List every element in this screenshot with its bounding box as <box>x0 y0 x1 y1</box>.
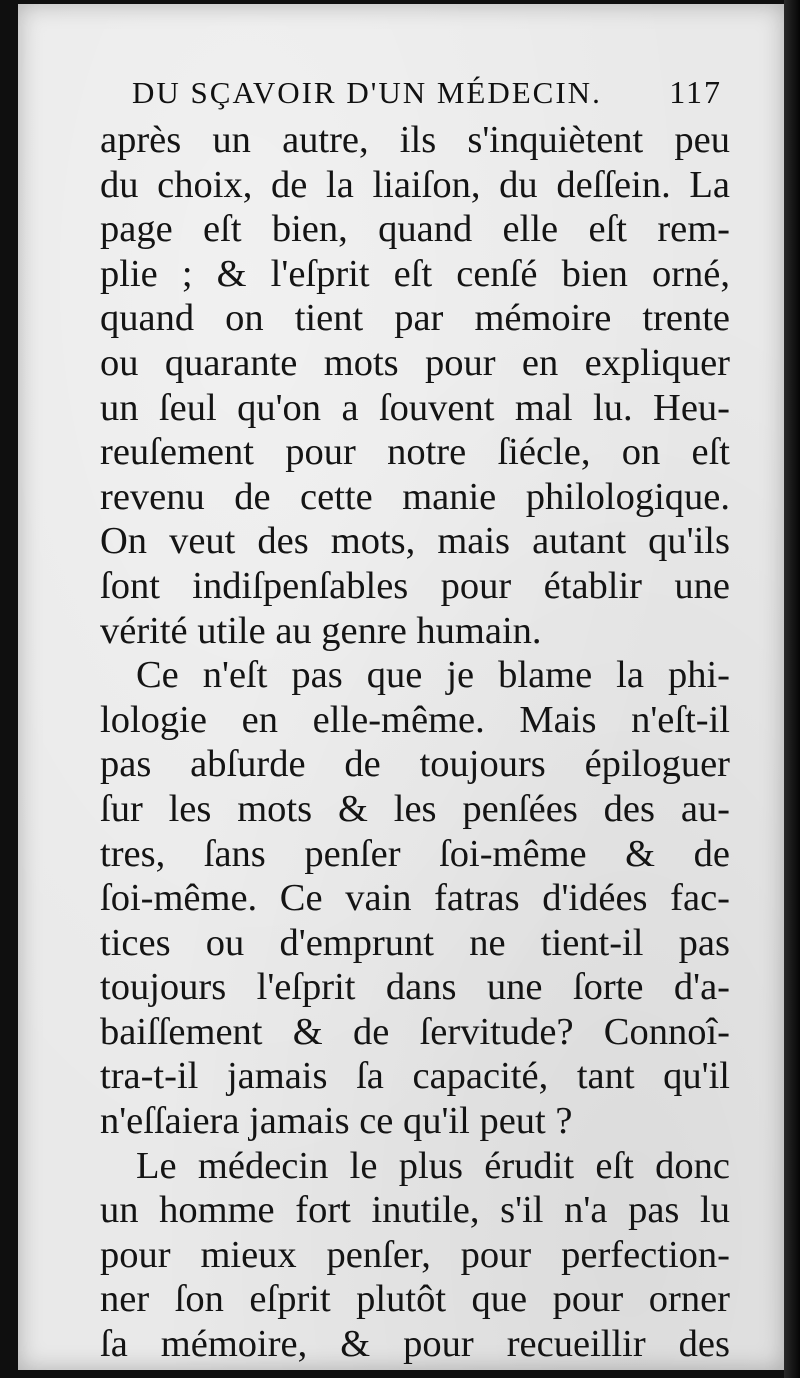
running-head: DU SÇAVOIR D'UN MÉDECIN. <box>132 75 602 110</box>
page-edge-shadow <box>784 0 800 1378</box>
paragraph <box>100 1144 730 1367</box>
text-line: plie ; & l'eſprit eſt cenſé bien orné, <box>100 252 730 295</box>
text-line: vérité utile au genre humain. <box>100 609 542 652</box>
text-line: On veut des mots, mais autant qu'ils <box>100 520 730 563</box>
text-line: ner ſon eſprit plutôt que pour orner <box>100 1278 730 1321</box>
text-line: tres, ſans penſer ſoi-même & de <box>100 832 730 875</box>
text-line: Le médecin le plus érudit eſt donc <box>136 1144 730 1187</box>
text-line: quand on tient par mémoire trente <box>100 297 730 340</box>
text-line: revenu de cette manie philologique. <box>100 475 730 518</box>
text-line: reuſement pour notre ſiécle, on eſt <box>100 431 730 474</box>
text-line: ou quarante mots pour en expliquer <box>100 341 730 384</box>
text-line: après un autre, ils s'inquiètent peu <box>100 119 730 161</box>
text-line: ſa mémoire, & pour recueillir des <box>100 1323 730 1366</box>
text-line: baiſſement & de ſervitude? Connoî- <box>100 1010 730 1053</box>
text-line: n'eſſaiera jamais ce qu'il peut ? <box>100 1100 573 1143</box>
text-line: toujours l'eſprit dans une ſorte d'a- <box>100 966 730 1009</box>
text-line: un homme fort inutile, s'il n'a pas lu <box>100 1189 730 1232</box>
text-line: du choix, de la liaiſon, du deſſein. La <box>100 163 730 206</box>
text-line: ſoi-même. Ce vain fatras d'idées fac- <box>100 877 730 920</box>
text-line: ſont indiſpenſables pour établir une <box>100 564 730 607</box>
body-text <box>100 118 730 1367</box>
page-number: 117 <box>669 74 722 110</box>
text-line: tra-t-il jamais ſa capacité, tant qu'il <box>100 1055 730 1098</box>
text-line: page eſt bien, quand elle eſt rem- <box>100 208 730 251</box>
text-line: lologie en elle-même. Mais n'eſt-il <box>100 698 730 741</box>
text-line: tices ou d'emprunt ne tient-il pas <box>100 921 730 964</box>
page-header <box>132 74 732 111</box>
text-line: ſur les mots & les penſées des au- <box>100 787 730 830</box>
paragraph <box>100 653 730 1144</box>
text-line: Ce n'eſt pas que je blame la phi- <box>136 654 730 697</box>
text-line: pour mieux penſer, pour perfection- <box>100 1233 730 1276</box>
text-line: pas abſurde de toujours épiloguer <box>100 743 730 786</box>
paragraph <box>100 118 730 653</box>
text-line: un ſeul qu'on a ſouvent mal lu. Heu- <box>100 386 730 429</box>
